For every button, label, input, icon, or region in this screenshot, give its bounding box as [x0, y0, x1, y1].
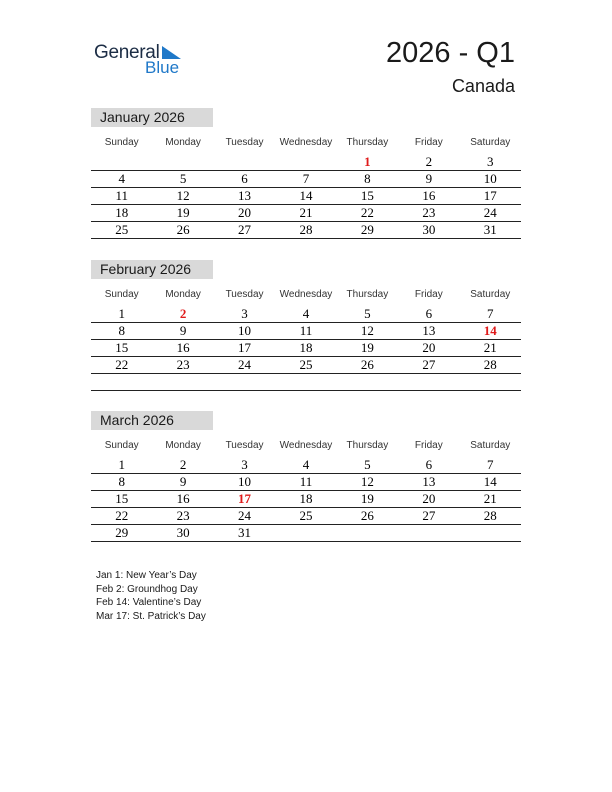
day-cell: 5 [152, 171, 213, 188]
week-row [91, 306, 521, 323]
day-cell: 15 [91, 491, 152, 508]
week-row [91, 188, 521, 205]
day-cell: 10 [214, 474, 275, 491]
week-row [91, 323, 521, 340]
day-cell: 8 [91, 323, 152, 340]
day-cell: 25 [91, 222, 152, 239]
holiday-note: Feb 2: Groundhog Day [96, 583, 198, 595]
day-cell: 10 [460, 171, 521, 188]
month-grid [91, 283, 521, 391]
month-calendar [91, 108, 521, 239]
day-cell: 27 [398, 508, 459, 525]
weekday-header: Tuesday [225, 289, 264, 300]
generalblue-logo [94, 40, 194, 80]
day-cell: 7 [460, 457, 521, 474]
holiday-note: Feb 14: Valentine’s Day [96, 597, 202, 608]
weekday-header: Saturday [470, 440, 511, 451]
day-cell: 9 [152, 474, 213, 491]
day-cell: 21 [460, 340, 521, 357]
month-grid [91, 434, 521, 542]
week-row [91, 457, 521, 474]
holiday-note: Jan 1: New Year’s Day [96, 570, 197, 581]
day-cell: 11 [91, 188, 152, 205]
day-cell: 15 [337, 188, 398, 205]
day-cell: 14 [460, 323, 521, 340]
day-cell: 11 [275, 323, 336, 340]
empty-day-cell [337, 374, 398, 391]
day-cell: 24 [214, 357, 275, 374]
empty-day-cell [214, 154, 275, 171]
day-cell: 16 [152, 491, 213, 508]
empty-day-cell [214, 374, 275, 391]
day-cell: 4 [91, 171, 152, 188]
weekday-header: Tuesday [225, 440, 264, 451]
day-cell: 13 [398, 323, 459, 340]
day-cell: 18 [275, 340, 336, 357]
weekday-header: Thursday [346, 289, 389, 300]
empty-day-cell [275, 374, 336, 391]
month-label: January 2026 [91, 108, 213, 127]
day-cell: 26 [152, 222, 213, 239]
week-row [91, 340, 521, 357]
weekday-header: Monday [165, 289, 201, 300]
week-row [91, 374, 521, 391]
day-cell: 24 [214, 508, 275, 525]
empty-day-cell [275, 525, 336, 542]
day-cell: 6 [398, 306, 459, 323]
day-cell: 17 [214, 340, 275, 357]
day-cell: 17 [214, 491, 275, 508]
day-cell: 5 [337, 457, 398, 474]
day-cell: 2 [398, 154, 459, 171]
day-cell: 22 [91, 508, 152, 525]
day-cell: 3 [214, 306, 275, 323]
day-cell: 19 [337, 340, 398, 357]
day-cell: 4 [275, 306, 336, 323]
day-cell: 30 [398, 222, 459, 239]
day-cell: 18 [275, 491, 336, 508]
weekday-header: Monday [165, 440, 201, 451]
day-cell: 25 [275, 357, 336, 374]
day-cell: 16 [152, 340, 213, 357]
day-cell: 14 [460, 474, 521, 491]
day-cell: 24 [460, 205, 521, 222]
day-cell: 22 [91, 357, 152, 374]
day-cell: 28 [275, 222, 336, 239]
day-cell: 20 [398, 340, 459, 357]
week-row [91, 171, 521, 188]
day-cell: 12 [152, 188, 213, 205]
day-cell: 26 [337, 508, 398, 525]
empty-day-cell [337, 525, 398, 542]
day-cell: 16 [398, 188, 459, 205]
empty-day-cell [398, 525, 459, 542]
weekday-header: Saturday [470, 137, 511, 148]
empty-day-cell [152, 154, 213, 171]
weekday-header: Friday [414, 289, 443, 300]
day-cell: 9 [152, 323, 213, 340]
weekday-header: Tuesday [225, 137, 264, 148]
day-cell: 8 [91, 474, 152, 491]
empty-day-cell [398, 374, 459, 391]
day-cell: 19 [152, 205, 213, 222]
weekday-header: Sunday [104, 137, 139, 148]
weekday-header: Saturday [470, 289, 511, 300]
empty-day-cell [460, 374, 521, 391]
day-cell: 15 [91, 340, 152, 357]
page-title: 2026 - Q1 [386, 37, 515, 69]
day-cell: 9 [398, 171, 459, 188]
day-cell: 5 [337, 306, 398, 323]
day-cell: 11 [275, 474, 336, 491]
day-cell: 1 [91, 306, 152, 323]
day-cell: 21 [460, 491, 521, 508]
day-cell: 23 [398, 205, 459, 222]
day-cell: 18 [91, 205, 152, 222]
day-cell: 31 [214, 525, 275, 542]
day-cell: 28 [460, 508, 521, 525]
week-row [91, 525, 521, 542]
month-calendar [91, 411, 521, 542]
empty-day-cell [275, 154, 336, 171]
day-cell: 20 [214, 205, 275, 222]
day-cell: 26 [337, 357, 398, 374]
day-cell: 25 [275, 508, 336, 525]
week-row [91, 357, 521, 374]
day-cell: 3 [460, 154, 521, 171]
logo-text-blue: Blue [145, 58, 180, 77]
month-grid [91, 131, 521, 239]
day-cell: 2 [152, 306, 213, 323]
week-row [91, 491, 521, 508]
weekday-header: Thursday [346, 137, 389, 148]
weekday-header: Thursday [346, 440, 389, 451]
weekday-header: Wednesday [279, 440, 333, 451]
day-cell: 12 [337, 474, 398, 491]
day-cell: 3 [214, 457, 275, 474]
day-cell: 10 [214, 323, 275, 340]
day-cell: 12 [337, 323, 398, 340]
week-row [91, 508, 521, 525]
day-cell: 29 [337, 222, 398, 239]
holiday-notes [96, 569, 206, 623]
day-cell: 19 [337, 491, 398, 508]
day-cell: 23 [152, 508, 213, 525]
month-label: February 2026 [91, 260, 213, 279]
weekday-header: Wednesday [279, 289, 333, 300]
empty-day-cell [91, 374, 152, 391]
week-row [91, 222, 521, 239]
day-cell: 6 [398, 457, 459, 474]
weekday-header: Friday [414, 137, 443, 148]
day-cell: 28 [460, 357, 521, 374]
weekday-header: Friday [414, 440, 443, 451]
weekday-header: Sunday [104, 289, 139, 300]
day-cell: 8 [337, 171, 398, 188]
day-cell: 7 [275, 171, 336, 188]
day-cell: 30 [152, 525, 213, 542]
day-cell: 13 [214, 188, 275, 205]
day-cell: 29 [91, 525, 152, 542]
day-cell: 27 [398, 357, 459, 374]
empty-day-cell [91, 154, 152, 171]
day-cell: 20 [398, 491, 459, 508]
day-cell: 1 [337, 154, 398, 171]
empty-day-cell [152, 374, 213, 391]
weekday-header: Sunday [104, 440, 139, 451]
day-cell: 22 [337, 205, 398, 222]
month-label: March 2026 [91, 411, 213, 430]
day-cell: 7 [460, 306, 521, 323]
day-cell: 4 [275, 457, 336, 474]
day-cell: 21 [275, 205, 336, 222]
day-cell: 27 [214, 222, 275, 239]
day-cell: 1 [91, 457, 152, 474]
weekday-header: Monday [165, 137, 201, 148]
empty-day-cell [460, 525, 521, 542]
day-cell: 13 [398, 474, 459, 491]
day-cell: 2 [152, 457, 213, 474]
country-name: Canada [451, 76, 515, 96]
day-cell: 6 [214, 171, 275, 188]
day-cell: 17 [460, 188, 521, 205]
week-row [91, 474, 521, 491]
holiday-note: Mar 17: St. Patrick’s Day [96, 610, 206, 622]
day-cell: 14 [275, 188, 336, 205]
week-row [91, 205, 521, 222]
day-cell: 31 [460, 222, 521, 239]
weekday-header: Wednesday [279, 137, 333, 148]
month-calendar [91, 260, 521, 391]
day-cell: 23 [152, 357, 213, 374]
logo-text-general: General [94, 42, 160, 63]
week-row [91, 154, 521, 171]
